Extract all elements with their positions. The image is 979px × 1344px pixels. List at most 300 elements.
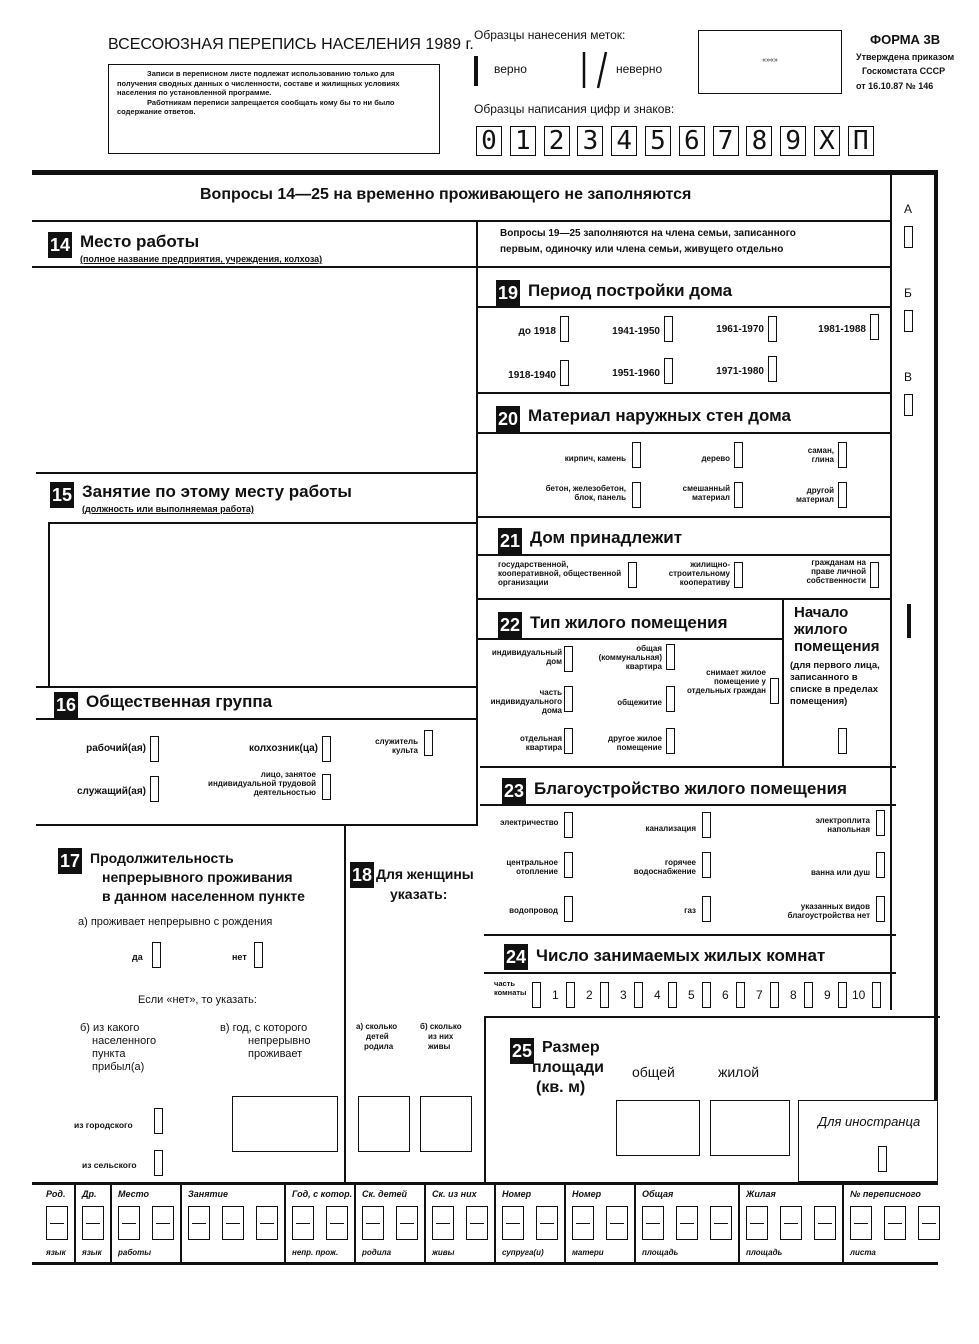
q25-living-label: жилой	[718, 1064, 760, 1080]
code-label-top: Ск. из них	[432, 1189, 477, 1199]
q16-opt-employee: служащий(ая)	[76, 786, 146, 797]
code-label-bottom: площадь	[746, 1248, 783, 1257]
code-separator	[494, 1185, 496, 1263]
q23-cb-3[interactable]	[876, 810, 885, 836]
code-cell[interactable]	[292, 1206, 314, 1240]
q22-opt-5: общежитие	[617, 698, 662, 707]
q16-cb-employee[interactable]	[150, 776, 159, 802]
q16-cb-kolkhoz[interactable]	[322, 736, 331, 762]
digit-sample-4: 4	[611, 126, 637, 156]
correct-mark-sample	[474, 56, 478, 86]
intro-bottom	[476, 266, 892, 268]
code-cell[interactable]	[118, 1206, 140, 1240]
q21-opt-2: жилищно-строительному кооперативу	[668, 560, 730, 587]
q19-cb-7[interactable]	[768, 356, 777, 382]
q17-b-line4: прибыл(а)	[92, 1061, 145, 1073]
q24-cb-8[interactable]	[804, 982, 813, 1008]
code-cell[interactable]	[780, 1206, 802, 1240]
code-cell[interactable]	[814, 1206, 836, 1240]
code-cell[interactable]	[710, 1206, 732, 1240]
digits-label: Образцы написания цифр и знаков:	[474, 102, 675, 116]
q22-cb-4[interactable]	[564, 686, 573, 712]
codes-top-line	[32, 1182, 938, 1185]
q24-num-label: 10	[852, 988, 866, 1002]
q17-title-1: Продолжительность	[90, 850, 234, 866]
q20-cb-4[interactable]	[632, 482, 641, 508]
q24-cb-5[interactable]	[702, 982, 711, 1008]
q17-b-label	[80, 1022, 156, 1074]
q23-opt-1: электричество	[500, 818, 559, 827]
q25-title	[532, 1038, 604, 1098]
q25-number: 25	[510, 1038, 534, 1064]
code-label-top: Др.	[82, 1189, 97, 1199]
code-separator	[634, 1185, 636, 1263]
q22-opt-3: снимает жилое помещение у отдельных граждан	[686, 668, 766, 695]
q22-opt-7: другое жилое помещение	[608, 734, 662, 752]
q24-cb-7[interactable]	[770, 982, 779, 1008]
q20-opt-6: другой материал	[796, 486, 834, 504]
code-cell[interactable]	[396, 1206, 418, 1240]
code-cell[interactable]	[572, 1206, 594, 1240]
q23-opt-6: ванна или душ	[810, 868, 870, 877]
q19-intro-line1: Вопросы 19—25 заполняются на члена семьи, записанного	[500, 228, 796, 239]
digit-sample-2: 2	[544, 126, 570, 156]
code-cell[interactable]	[256, 1206, 278, 1240]
q20-cb-5[interactable]	[734, 482, 743, 508]
code-separator	[354, 1185, 356, 1263]
side-label-b: Б	[904, 286, 912, 300]
code-label-top: Номер	[502, 1189, 532, 1199]
code-cell[interactable]	[188, 1206, 210, 1240]
q24-num-label: 3	[620, 988, 627, 1002]
q17-b-line2: населенного	[92, 1035, 157, 1047]
q22-cb-6[interactable]	[564, 728, 573, 754]
digit-sample-8: 8	[746, 126, 772, 156]
q15-title: Занятие по этому месту работы	[82, 482, 352, 501]
q24-part-label: часть комнаты	[494, 979, 527, 997]
code-label-top: № переписного	[850, 1189, 921, 1199]
q17-cb-rural[interactable]	[154, 1150, 163, 1176]
q18-title-1: Для женщины	[376, 866, 474, 882]
code-cell[interactable]	[536, 1206, 558, 1240]
q25-title-2: площади	[532, 1059, 604, 1076]
q23-cb-5[interactable]	[702, 852, 711, 878]
code-label-bottom: родила	[362, 1248, 392, 1257]
q17-no-label: нет	[232, 952, 247, 962]
q19-cb-6[interactable]	[664, 358, 673, 384]
q24-num-label: 7	[756, 988, 763, 1002]
q21-bottom	[476, 598, 892, 600]
q24-title: Число занимаемых жилых комнат	[536, 946, 826, 965]
q17-cb-no[interactable]	[254, 942, 263, 968]
q20-opt-1: кирпич, камень	[564, 454, 626, 463]
form-title: ФОРМА 3В	[870, 32, 941, 47]
q21-cb-3[interactable]	[870, 562, 879, 588]
q19-cb-1[interactable]	[560, 316, 569, 342]
q22-opt-1: индивидуальный дом	[491, 648, 562, 666]
official-stamp-box	[698, 30, 842, 94]
code-separator	[284, 1185, 286, 1263]
side-checkbox-v[interactable]	[904, 394, 913, 416]
code-cell[interactable]	[502, 1206, 524, 1240]
code-label-top: Ск. детей	[362, 1189, 408, 1199]
q17-cb-urban[interactable]	[154, 1108, 163, 1134]
q22-underline	[476, 638, 784, 640]
marks-label: Образцы нанесения меток:	[474, 28, 626, 42]
q19-cb-2[interactable]	[664, 316, 673, 342]
q14-underline	[32, 266, 478, 268]
q16-opt-self-employed: лицо, занятое индивидуальной трудовой деятельностью	[208, 770, 316, 797]
q22-bottom	[480, 766, 896, 768]
q23-cb-4[interactable]	[564, 852, 573, 878]
q15-left-border	[48, 522, 50, 686]
code-label-top: Место	[118, 1189, 149, 1199]
q15-bottom	[36, 686, 478, 688]
digit-sample-7: 7	[713, 126, 739, 156]
q20-cb-1[interactable]	[632, 442, 641, 468]
q16-cb-clergy[interactable]	[424, 730, 433, 756]
code-cell[interactable]	[884, 1206, 906, 1240]
q17-v-line3: проживает	[248, 1048, 303, 1060]
q18-b-label	[420, 1022, 462, 1052]
q24-underline	[484, 972, 896, 974]
code-label-bottom: площадь	[642, 1248, 679, 1257]
q19-number: 19	[496, 280, 520, 306]
q23-cb-2[interactable]	[702, 812, 711, 838]
q19-title: Период постройки дома	[528, 281, 733, 300]
q21-cb-2[interactable]	[734, 562, 743, 588]
q24-cb-9[interactable]	[838, 982, 847, 1008]
q24-cb-3[interactable]	[634, 982, 643, 1008]
q23-underline	[480, 804, 896, 806]
q15-answer-area[interactable]	[52, 526, 472, 682]
q16-number: 16	[54, 692, 78, 718]
q21-opt-1: государственной, кооперативной, общественной организации	[498, 560, 622, 587]
q20-opt-5: смешанный материал	[682, 484, 730, 502]
digit-sample-10: X	[814, 126, 840, 156]
q20-cb-6[interactable]	[838, 482, 847, 508]
code-label-top: Род.	[46, 1189, 66, 1199]
code-cell[interactable]	[326, 1206, 348, 1240]
wrong-mark-label: неверно	[616, 62, 663, 76]
q23-opt-7: водопровод	[509, 906, 558, 915]
code-label-top: Общая	[642, 1189, 674, 1199]
code-separator	[110, 1185, 112, 1263]
q19-cb-4[interactable]	[870, 314, 879, 340]
code-separator	[180, 1185, 182, 1263]
q22-opt-4: часть индивидуального дома	[490, 688, 562, 715]
q18-children-alive-input[interactable]	[420, 1096, 472, 1152]
q21-cb-1[interactable]	[628, 562, 637, 588]
q16-underline	[36, 718, 478, 720]
q18-title-2: указать:	[390, 886, 448, 902]
side-label-a: А	[904, 202, 913, 216]
code-cell[interactable]	[850, 1206, 872, 1240]
side-checkbox-b[interactable]	[904, 310, 913, 332]
q16-cb-worker[interactable]	[150, 736, 159, 762]
q17-rural-label: из сельского	[82, 1160, 137, 1170]
q24-cb-10[interactable]	[872, 982, 881, 1008]
q18-a-line3: родила	[364, 1042, 394, 1051]
q22-cb-1[interactable]	[564, 646, 573, 672]
q23-bottom	[484, 934, 896, 936]
side-marker	[907, 604, 911, 638]
q15-subtitle: (должность или выполняемая работа)	[82, 504, 254, 514]
code-label-bottom: листа	[850, 1248, 876, 1257]
q22-cb-2[interactable]	[666, 644, 675, 670]
q20-cb-2[interactable]	[734, 442, 743, 468]
form-approval-1: Утверждена приказом	[856, 52, 955, 62]
q17-b-line3: пункта	[92, 1048, 126, 1060]
q19-opt-3: 1961-1970	[716, 324, 764, 335]
q18-b-line1: б) сколько	[420, 1022, 462, 1031]
q23-cb-1[interactable]	[564, 812, 573, 838]
q25-title-3: (кв. м)	[536, 1079, 586, 1096]
q22-title: Тип жилого помещения	[530, 613, 728, 632]
q17-title-2: непрерывного проживания	[102, 869, 293, 885]
q19-bottom	[476, 392, 892, 394]
side-checkbox-a[interactable]	[904, 226, 913, 248]
digit-sample-1: 1	[510, 126, 536, 156]
q20-bottom	[476, 516, 892, 518]
start-note: (для первого лица, записанного в списке в пределах помещения)	[790, 660, 880, 707]
q14-title: Место работы	[80, 232, 200, 251]
q17-v-label	[220, 1022, 310, 1061]
q17-b-line1: б) из какого	[80, 1022, 140, 1034]
q24-cb-2[interactable]	[600, 982, 609, 1008]
q24-cb-1[interactable]	[566, 982, 575, 1008]
q20-opt-3: саман, глина	[807, 446, 834, 464]
code-label-top: Номер	[572, 1189, 602, 1199]
q19-cb-5[interactable]	[560, 360, 569, 386]
q19-opt-1: до 1918	[518, 326, 556, 337]
digit-sample-11: П	[848, 126, 874, 156]
q17-title-3: в данном населенном пункте	[102, 888, 305, 904]
start-title	[794, 604, 880, 655]
q23-cb-7[interactable]	[564, 896, 573, 922]
code-separator	[424, 1185, 426, 1263]
start-title-2: жилого	[794, 621, 848, 638]
q24-num-label: 9	[824, 988, 831, 1002]
q18-b-line3: живы	[428, 1042, 451, 1051]
code-label-bottom: супруга(и)	[502, 1248, 544, 1257]
banner-text: Вопросы 14—25 на временно проживающего не заполняются	[200, 186, 692, 203]
code-cell[interactable]	[918, 1206, 940, 1240]
q16-opt-clergy: служитель культа	[375, 737, 418, 755]
code-label-top: Год, с котор.	[292, 1189, 353, 1199]
q14-bottom	[36, 472, 478, 474]
q23-title: Благоустройство жилого помещения	[534, 779, 847, 798]
digit-sample-9: 9	[780, 126, 806, 156]
form-approval-2: Госкомстата СССР	[862, 66, 946, 76]
q25-left-border	[484, 1016, 486, 1182]
q17-a-label: а) проживает непрерывно с рождения	[78, 916, 273, 928]
q19-intro	[500, 226, 796, 258]
q24-num-label: 1	[552, 988, 559, 1002]
q19-cb-3[interactable]	[768, 316, 777, 342]
q22-start-divider	[782, 598, 784, 766]
form-approval-3: от 16.10.87 № 146	[856, 81, 934, 91]
code-label-bottom: работы	[118, 1248, 152, 1257]
q23-cb-9[interactable]	[876, 896, 885, 922]
frame-top	[32, 170, 938, 175]
code-label-bottom: живы	[432, 1248, 455, 1257]
q17-v-line1: в) год, с которого	[220, 1022, 308, 1034]
code-separator	[842, 1185, 844, 1263]
q22-cb-7[interactable]	[666, 728, 675, 754]
q22-opt-2: общая (коммунальная) квартира	[598, 644, 662, 671]
digit-sample-0: 0	[476, 126, 502, 156]
q16-bottom	[36, 824, 478, 826]
q19-underline	[476, 306, 892, 308]
foreigner-checkbox[interactable]	[878, 1146, 887, 1172]
q20-title: Материал наружных стен дома	[528, 406, 791, 425]
code-separator	[738, 1185, 740, 1263]
q18-children-born-input[interactable]	[358, 1096, 410, 1152]
q24-num-label: 6	[722, 988, 729, 1002]
q17-urban-label: из городского	[74, 1120, 133, 1130]
q24-num-label: 8	[790, 988, 797, 1002]
q24-number: 24	[504, 944, 528, 970]
q20-opt-2: дерево	[701, 454, 730, 463]
code-label-top: Жилая	[746, 1189, 776, 1199]
frame-right	[934, 170, 938, 1182]
start-title-1: Начало	[794, 604, 849, 621]
q14-answer-area[interactable]	[36, 270, 472, 470]
foreigner-box	[798, 1100, 938, 1182]
q23-number: 23	[502, 778, 526, 804]
q23-opt-3: электроплита напольная	[815, 816, 870, 834]
code-cell[interactable]	[222, 1206, 244, 1240]
q22-cb-3[interactable]	[770, 678, 779, 704]
code-cell[interactable]	[606, 1206, 628, 1240]
confidentiality-notice	[108, 64, 440, 154]
code-label-bottom: непр. прож.	[292, 1248, 339, 1257]
correct-mark-label: верно	[494, 62, 527, 76]
q22-number: 22	[498, 612, 522, 638]
q17-year-input[interactable]	[232, 1096, 338, 1152]
q19-opt-7: 1971-1980	[716, 366, 764, 377]
q24-num-label: 4	[654, 988, 661, 1002]
stamp-text: «»«»	[762, 57, 778, 64]
q23-opt-4: центральное отопление	[506, 858, 558, 876]
q17-v-line2: непрерывно	[248, 1035, 311, 1047]
wrong-mark-sample	[576, 50, 612, 90]
q22-cb-5[interactable]	[666, 686, 675, 712]
q20-number: 20	[496, 406, 520, 432]
q21-opt-3: гражданам на праве личной собственности	[806, 558, 866, 585]
q15-underline	[48, 522, 478, 524]
q17-yes-label: да	[132, 952, 143, 962]
q16-opt-worker: рабочий(ая)	[86, 743, 146, 754]
q19-opt-4: 1981-1988	[818, 324, 866, 335]
q25-total-area-input[interactable]	[616, 1100, 700, 1156]
notice-paragraph-1: Записи в переписном листе подлежат использованию только для получения сводных данных о численности, составе и жилищных условиях населения по установленной программе.	[117, 69, 400, 97]
q24-num-label: 5	[688, 988, 695, 1002]
q17-cb-yes[interactable]	[152, 942, 161, 968]
foreigner-label: Для иностранца	[818, 1114, 921, 1129]
start-title-3: помещения	[794, 638, 880, 655]
q17-if-no: Если «нет», то указать:	[138, 994, 257, 1006]
q21-title: Дом принадлежит	[530, 528, 683, 547]
q18-a-line2: детей	[366, 1032, 389, 1041]
q19-opt-2: 1941-1950	[612, 326, 660, 337]
code-cell[interactable]	[152, 1206, 174, 1240]
q23-opt-8: газ	[684, 906, 696, 915]
q20-underline	[476, 432, 892, 434]
q18-a-label	[356, 1022, 397, 1052]
code-cell[interactable]	[466, 1206, 488, 1240]
q18-number: 18	[350, 862, 374, 888]
q17-q18-divider	[344, 826, 346, 1182]
q14-subtitle: (полное название предприятия, учреждения, колхоза)	[80, 254, 323, 264]
code-cell[interactable]	[46, 1206, 68, 1240]
code-label-bottom: матери	[572, 1248, 604, 1257]
code-cell[interactable]	[642, 1206, 664, 1240]
q14-number: 14	[48, 232, 72, 258]
code-label-bottom: язык	[82, 1248, 102, 1257]
q25-living-area-input[interactable]	[710, 1100, 790, 1156]
code-cell[interactable]	[746, 1206, 768, 1240]
code-cell[interactable]	[432, 1206, 454, 1240]
q16-title: Общественная группа	[86, 692, 273, 711]
q23-opt-5: горячее водоснабжение	[633, 858, 696, 876]
q16-cb-self-employed[interactable]	[322, 774, 331, 800]
q22-opt-6: отдельная квартира	[520, 734, 562, 752]
q23-opt-9: указанных видов благоустройства нет	[787, 902, 870, 920]
q24-bottom	[484, 1016, 940, 1018]
q24-cb-part[interactable]	[532, 982, 541, 1008]
code-separator	[564, 1185, 566, 1263]
q25-total-label: общей	[632, 1064, 675, 1080]
digit-sample-5: 5	[645, 126, 671, 156]
census-title: ВСЕСОЮЗНАЯ ПЕРЕПИСЬ НАСЕЛЕНИЯ 1989 г.	[108, 36, 474, 53]
notice-paragraph-2: Работникам переписи запрещается сообщать кому бы то ни было содержание ответов.	[117, 97, 395, 116]
code-label-top: Занятие	[188, 1189, 229, 1199]
code-separator	[74, 1185, 76, 1263]
digit-sample-6: 6	[679, 126, 705, 156]
code-cell[interactable]	[82, 1206, 104, 1240]
q19-opt-6: 1951-1960	[612, 368, 660, 379]
q25-title-1: Размер	[542, 1039, 600, 1056]
start-checkbox[interactable]	[838, 728, 847, 754]
banner-line	[32, 220, 892, 222]
side-divider	[890, 170, 892, 1010]
code-cell[interactable]	[362, 1206, 384, 1240]
side-label-v: В	[904, 370, 913, 384]
digit-sample-3: 3	[577, 126, 603, 156]
q15-number: 15	[50, 482, 74, 508]
codes-bottom-line	[32, 1262, 938, 1265]
q21-number: 21	[498, 528, 522, 554]
q17-number: 17	[58, 848, 82, 874]
code-label-bottom: язык	[46, 1248, 66, 1257]
q24-cb-4[interactable]	[668, 982, 677, 1008]
q18-b-line2: из них	[428, 1032, 454, 1041]
q24-cb-6[interactable]	[736, 982, 745, 1008]
q24-num-label: 2	[586, 988, 593, 1002]
q20-cb-3[interactable]	[838, 442, 847, 468]
q19-opt-5: 1918-1940	[508, 370, 556, 381]
code-cell[interactable]	[676, 1206, 698, 1240]
q23-cb-8[interactable]	[702, 896, 711, 922]
q19-intro-line2: первым, одиночку или члена семьи, живущего отдельно	[500, 244, 784, 255]
q16-opt-kolkhoz: колхозник(ца)	[248, 743, 318, 754]
q20-opt-4: бетон, железобетон, блок, панель	[545, 484, 626, 502]
q23-cb-6[interactable]	[876, 852, 885, 878]
q21-underline	[476, 554, 892, 556]
q23-opt-2: канализация	[645, 824, 696, 833]
